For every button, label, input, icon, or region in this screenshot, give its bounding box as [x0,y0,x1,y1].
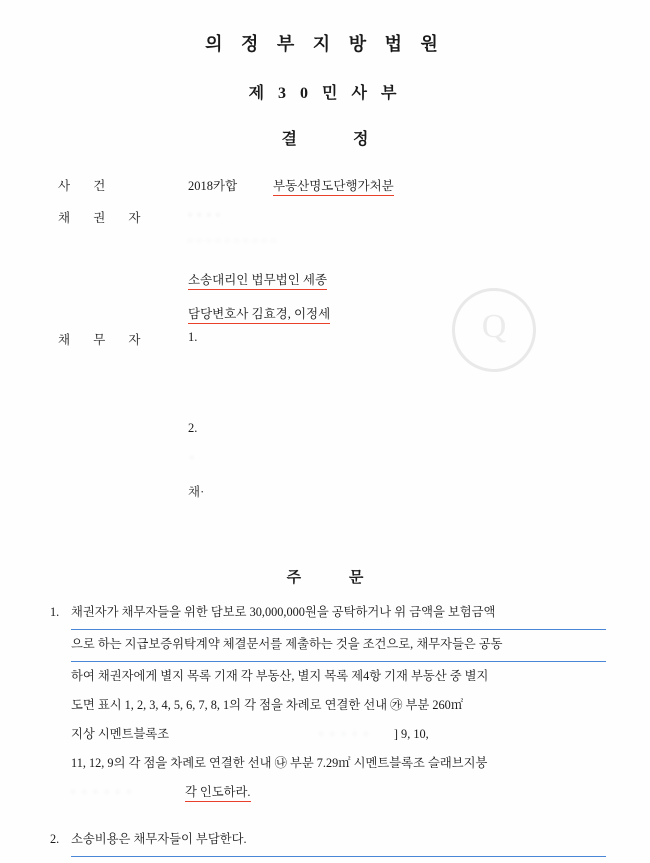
case-number-label: 사 건 [58,179,116,193]
debtor-detail-redacted: · [190,452,195,464]
order-item-2-number: 2. [50,832,60,846]
department-title: 제 3 0 민 사 부 [248,85,402,102]
order-item-1-line-5 [71,720,606,749]
order-item-1-line-5-text: 지상 시멘트블록조 [71,727,170,741]
order-item-2 [50,825,606,857]
order-item-1 [50,598,606,807]
watermark-seal: Q [452,288,536,372]
debtor-item-1: 1. [188,330,198,344]
case-number-value: 2018카합 [188,179,238,193]
case-row-debtor [58,330,598,530]
creditor-law-firm: 소송대리인 법무법인 세종 [188,270,327,290]
order-body [50,598,606,863]
order-item-1-conclusion: 각 인도하라. [185,785,251,802]
order-item-1-line-6-fragment: ] 9, 10, [393,727,429,741]
order-item-1-line-2: 으로 하는 지급보증위탁계약 체결문서를 제출하는 것을 조건으로, 채무자들은 공동 [71,630,606,662]
debtor-label: 채 무 자 [58,333,151,347]
creditor-attorneys: 담당변호사 김효경, 이정세 [188,304,330,324]
document-type-title: 결 정 [281,131,395,148]
case-type-value: 부동산명도단행가처분 [273,176,394,196]
creditor-address-redacted: · · · · · · · · · · [188,234,277,248]
order-line-5-redacted: · · · · · [319,727,370,741]
order-line-8-redacted: · · · · · · [71,785,133,799]
order-item-1-line-7: 11, 12, 9의 각 점을 차례로 연결한 선내 ㉯ 부분 7.29㎡ 시멘트블록조 슬래브지붕 [71,756,488,770]
order-item-2-line-1: 소송비용은 채무자들이 부담한다. [71,825,606,857]
debtor-item-2: 2. [188,421,198,435]
order-heading: 주 문 [286,570,386,586]
order-item-1-line-3: 하여 채권자에게 별지 목록 기재 각 부동산, 별지 목록 제4항 기재 부동산 중 별지 [71,669,489,683]
debtor-trailing-text: 채· [188,485,205,499]
case-row-creditor [58,208,598,330]
case-row-number [58,176,598,208]
court-title: 의 정 부 지 방 법 원 [205,34,445,54]
order-item-1-line-1: 채권자가 채무자들을 위한 담보로 30,000,000원을 공탁하거나 위 금액을 보험금액 [71,598,606,630]
creditor-label: 채 권 자 [58,211,151,225]
order-item-1-line-8 [71,778,606,807]
order-item-1-line-4: 도면 표시 1, 2, 3, 4, 5, 6, 7, 8, 1의 각 점을 차례로 연결한 선내 ㉮ 부분 260㎡ [71,698,464,712]
creditor-name-redacted: · · · · [188,208,222,222]
order-item-1-number: 1. [50,605,60,619]
case-info-block [58,176,598,530]
